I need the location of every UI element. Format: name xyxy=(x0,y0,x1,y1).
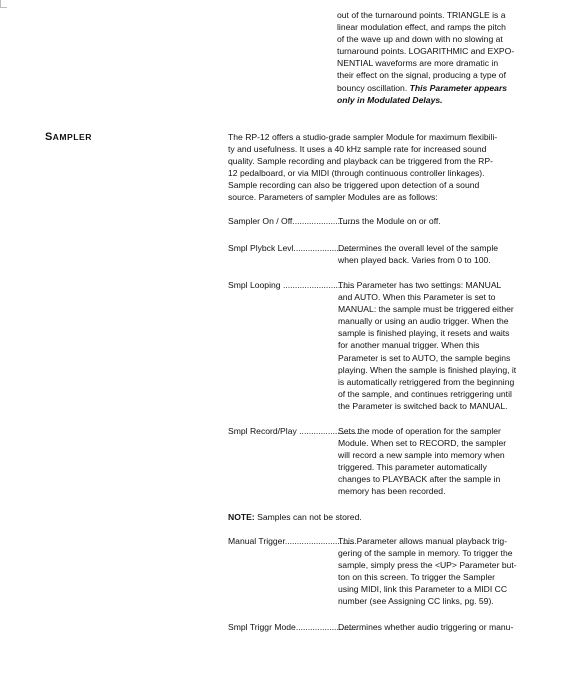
text-line: sample, simply press the <UP> Parameter but- xyxy=(338,560,517,571)
note-line xyxy=(228,511,362,523)
plain-text: bouncy oscillation. xyxy=(337,82,410,93)
parameter-description xyxy=(338,279,578,412)
text-line: of the wave up and down with no slowing at xyxy=(337,34,503,45)
text-line: is automatically retriggered from the beginning xyxy=(338,376,515,387)
text-line: using MIDI, link this Parameter to a MIDI CC xyxy=(338,584,508,595)
heading-initial: S xyxy=(45,131,53,143)
page-corner-mark xyxy=(0,0,7,8)
parameter-description xyxy=(338,215,578,227)
parameter-description xyxy=(338,535,578,608)
section-intro xyxy=(228,131,578,204)
parameter-description xyxy=(338,425,578,498)
text-line: will record a new sample into memory when xyxy=(338,450,505,461)
section-heading xyxy=(45,131,92,143)
text-line: manually or using an audio trigger. When the xyxy=(338,316,509,327)
text-line: number (see Assigning CC links, pg. 59). xyxy=(338,596,494,607)
text-line: Turns the Module on or off. xyxy=(338,216,441,226)
text-line: when played back. Varies from 0 to 100. xyxy=(338,255,491,266)
text-line: This Parameter allows manual playback trig- xyxy=(338,536,508,546)
text-line: out of the turnaround points. TRIANGLE is a xyxy=(337,10,506,20)
text-line: Determines the overall level of the sample xyxy=(338,243,499,253)
text-line: memory has been recorded. xyxy=(338,486,446,497)
parameter-description xyxy=(338,242,578,266)
text-line: linear modulation effect, and ramps the pitch xyxy=(337,22,506,33)
text-line: NENTIAL waveforms are more dramatic in xyxy=(337,58,499,69)
text-line: changes to PLAYBACK after the sample in xyxy=(338,474,501,485)
text-line: triggered. This parameter automatically xyxy=(338,462,487,473)
note-label: NOTE: xyxy=(228,512,255,522)
text-line: MANUAL: the sample must be triggered either xyxy=(338,304,514,315)
text-line-mixed xyxy=(337,82,577,94)
note-text: Samples can not be stored. xyxy=(254,512,362,522)
text-line: playing. When the sample is finished playing, it xyxy=(338,364,517,375)
parameter-term: Smpl Triggr Mode.......................... xyxy=(228,622,358,632)
parameter-term: Manual Trigger.............................. xyxy=(228,536,357,546)
text-line: of the sample, and continues retriggering until xyxy=(338,388,512,399)
parameter-term: Sampler On / Off.......................... xyxy=(228,216,355,226)
text-line: This Parameter has two settings: MANUAL xyxy=(338,280,502,290)
text-line: source. Parameters of sampler Modules are as follows: xyxy=(228,192,438,203)
parameter-term: Smpl Plybck Levl.......................... xyxy=(228,243,356,253)
text-line: for another manual trigger. When this xyxy=(338,340,480,351)
text-line: turnaround points. LOGARITHMIC and EXPO- xyxy=(337,46,515,57)
text-line: Module. When set to RECORD, the sampler xyxy=(338,438,507,449)
parameter-term: Smpl Looping .............................. xyxy=(228,280,355,290)
parameter-term: Smpl Record/Play .......................... xyxy=(228,426,362,436)
parameter-description xyxy=(338,621,578,633)
text-line: 12 pedalboard, or via MIDI (through continuous controller linkages). xyxy=(228,168,485,179)
text-line: The RP-12 offers a studio-grade sampler Module for maximum flexibili- xyxy=(228,132,498,142)
text-line: the Parameter is switched back to MANUAL. xyxy=(338,400,508,411)
text-line: and AUTO. When this Parameter is set to xyxy=(338,292,496,303)
text-line: Determines whether audio triggering or manu- xyxy=(338,622,514,632)
text-line: Parameter is set to AUTO, the sample begins xyxy=(338,352,511,363)
text-line: their effect on the signal, producing a type of xyxy=(337,70,506,81)
text-line: sample is finished playing, it resets and waits xyxy=(338,328,510,339)
text-line: Sets the mode of operation for the sampler xyxy=(338,426,501,436)
emphasis-text: This Parameter appears xyxy=(409,82,508,93)
text-line: Sample recording can also be triggered upon detection of a sound xyxy=(228,180,480,191)
continued-paragraph xyxy=(337,9,577,106)
text-line: gering of the sample in memory. To trigger the xyxy=(338,548,513,559)
text-line: quality. Sample recording and playback can be triggered from the RP- xyxy=(228,156,493,167)
heading-rest: AMPLER xyxy=(52,132,92,142)
text-line: ty and usefulness. It uses a 40 kHz sample rate for increased sound xyxy=(228,144,487,155)
emphasis-line: only in Modulated Delays. xyxy=(337,94,443,105)
text-line: ton on this screen. To trigger the Sampler xyxy=(338,572,495,583)
